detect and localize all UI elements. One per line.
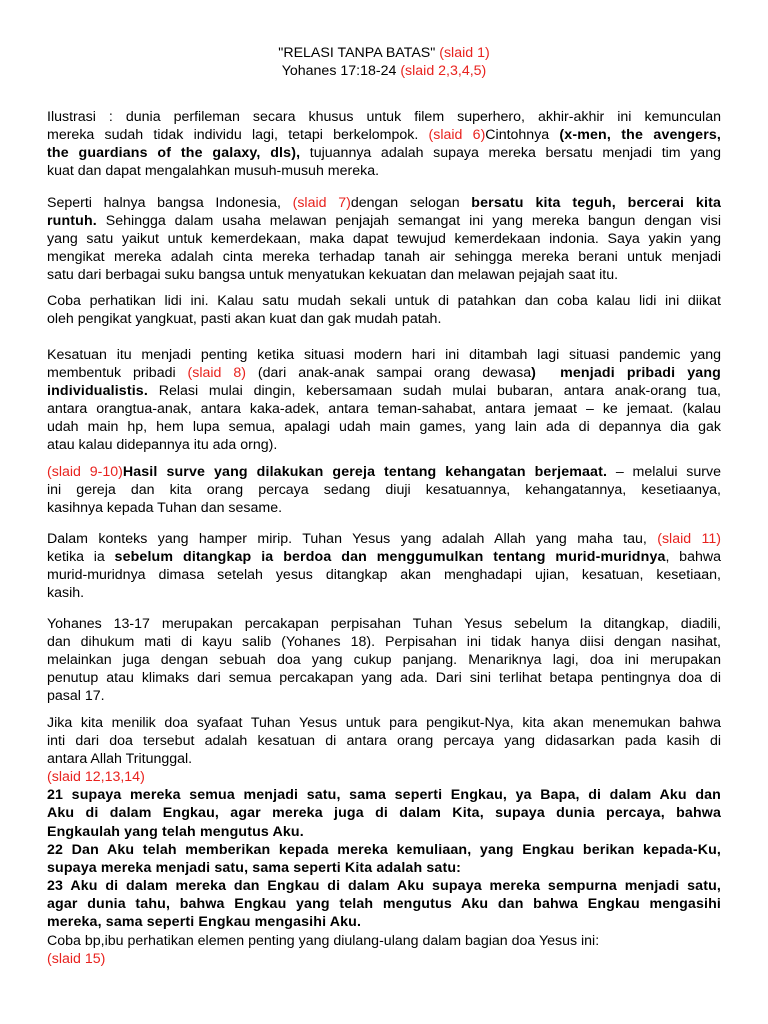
title-text: "RELASI TANPA BATAS" [278,45,440,61]
text-line: kasih. [47,585,85,602]
verse-line [47,877,721,895]
slide-ref: (slaid 11) [657,531,721,547]
text-span: mereka sudah tidak individu lagi, tetapi berkelompok. [47,127,429,144]
text-line: mengikat mereka adalah cinta mereka terhadap tanah air sehingga mereka berani untuk menjadi [47,249,721,266]
bold-text: Engkaulah yang telah mengutus Aku. [47,823,304,840]
paragraph-lidi [47,292,721,328]
text-span: , bahwa [665,549,721,566]
text-line: atau kalau didepannya itu ada orng). [47,437,278,454]
slide-ref: (slaid 15) [47,951,106,968]
text-line [47,212,721,230]
scripture-reference [0,62,768,80]
text-span: ketika ia [47,549,115,566]
bold-text: Hasil surve yang dilakukan gereja tentang kehangatan berjemaat. [122,464,608,480]
text-span: – melalui surve [607,464,721,480]
text-line: antara orangtua-anak, antara kaka-adek, antara teman-sahabat, antara jemaat – ke jemaat. (kalau [47,401,721,418]
text-line [47,144,721,162]
text-line: satu dari berbagai suku bangsa untuk menyatukan kekuatan dan melawan pejajah saat itu. [47,267,619,284]
paragraph-indonesia [47,194,721,284]
text-line: kasihnya kepada Tuhan dan sesame. [47,500,283,517]
verse-line [47,786,721,804]
text-line [47,194,721,212]
bold-text: 21 supaya mereka semua menjadi satu, sama seperti Engkau, ya Bapa, di dalam Aku dan [47,787,721,804]
paragraph-context [47,530,721,602]
text-span: membentuk pribadi [47,365,188,382]
verse-line [47,841,721,859]
bold-text: (x-men, the avengers, [559,127,722,144]
text-line: Coba perhatikan lidi ini. Kalau satu mudah sekali untuk di patahkan dan coba kalau lidi ini diikat [47,293,721,309]
text-line: kuat dan dapat mengalahkan musuh-musuh mereka. [47,163,380,180]
bold-text: runtuh. [47,213,97,230]
text-line: Coba bp,ibu perhatikan elemen penting yang diulang-ulang dalam bagian doa Yesus ini: [47,933,600,949]
text-line: pasal 17. [47,688,105,705]
bold-text: ) menjadi pribadi yang [531,365,721,382]
bold-text: mereka, sama seperti Engkau mengasihi Aku. [47,914,362,931]
text-span: Dalam konteks yang hamper mirip. Tuhan Yesus yang adalah Allah yang maha tau, [47,531,658,547]
text-span: Seperti halnya bangsa Indonesia, [47,195,293,211]
verse-line [47,913,721,931]
text-line: inti dari doa tersebut adalah kesatuan di antara orang percaya yang didasarkan pada kasih di [47,733,721,750]
paragraph-illustration [47,108,721,180]
paragraph-prayer [47,714,721,931]
text-line [47,548,721,566]
text-span: tujuannya adalah supaya mereka bersatu menjadi tim yang [300,145,721,162]
bold-text: bersatu kita teguh, bercerai kita [471,195,721,211]
text-line: Kesatuan itu menjadi penting ketika situasi modern hari ini ditambah lagi situasi pandemic yang [47,347,721,363]
slide-ref: (slaid 12,13,14) [47,769,145,786]
text-line: yang satu yaikut untuk kemerdekaan, maka dapat tewujud kemerdekaan indonia. Saya yakin yang [47,231,721,248]
text-span: (dari anak-anak sampai orang dewasa [245,365,532,382]
verse-line [47,804,721,822]
text-span: Relasi mulai dingin, kebersamaan sudah mulai bubaran, antara anak-orang tua, [147,383,721,400]
text-line: melainkan juga dengan sebuah doa yang cukup panjang. Menariknya lagi, doa ini merupakan [47,652,721,669]
slide-ref: (slaid 2,3,4,5) [400,63,487,79]
text-line [47,364,721,382]
text-span: dengan selogan [350,195,472,211]
bold-text: supaya mereka menjadi satu, sama seperti Kita adalah satu: [47,859,462,876]
text-line: ini gereja dan kita orang percaya sedang diuji kesatuannya, kehangatannya, kesetiaanya, [47,482,721,499]
slide-ref: (slaid 6) [428,127,486,144]
verse-line [47,859,721,877]
bold-text: Aku di dalam Engkau, agar mereka juga di dalam Kita, supaya dunia percaya, bahwa [47,805,721,822]
slide-ref: (slaid 7) [292,195,351,211]
paragraph-survey [47,463,721,517]
text-line [47,530,721,548]
verse-line [47,895,721,913]
paragraph-unity [47,346,721,455]
sermon-title [0,44,768,62]
text-line: antara Allah Tritunggal. [47,751,193,768]
text-line: Ilustrasi : dunia perfileman secara khusus untuk filem superhero, akhir-akhir ini kemunculan [47,109,721,125]
text-line: murid-muridnya dimasa setelah yesus ditangkap akan menghadapi ujian, kesatuan, kesetiaan, [47,567,721,584]
text-line [47,382,721,400]
bold-text: the guardians of the galaxy, dls), [47,145,301,162]
text-span: Sehingga dalam usaha melawan penjajah semangat ini yang mereka bangun dengan visi [96,213,721,230]
text-line [47,126,721,144]
verse-line [47,823,721,841]
bold-text: agar dunia tahu, bahwa Engkau yang telah mengutus Aku dan bahwa Engkau mengasihi [47,895,721,912]
bold-text: individualistis. [47,383,148,400]
bold-text: sebelum ditangkap ia berdoa dan menggumulkan tentang murid-muridnya [114,549,666,566]
text-span: Cintohnya [485,127,560,144]
slide-ref: (slaid 8) [187,365,246,382]
text-line: Jika kita menilik doa syafaat Tuhan Yesus untuk para pengikut-Nya, kita akan menemukan bahwa [47,715,721,731]
text-line [47,463,721,481]
text-line: udah main hp, hem lupa semua, apalagi udah main games, yang lain ada di depannya dia gak [47,419,721,436]
paragraph-john-13-17 [47,615,721,705]
text-line: Yohanes 13-17 merupakan percakapan perpisahan Tuhan Yesus sebelum Ia ditangkap, diadili, [47,616,721,632]
bold-text: 22 Dan Aku telah memberikan kepada mereka kemuliaan, yang Engkau berikan kepada-Ku, [47,841,721,858]
paragraph-closing [47,932,721,968]
text-line: dan dihukum mati di kayu salib (Yohanes 18). Perpisahan ini tidak hanya diisi dengan nasihat, [47,634,721,651]
text-line: penutup atau klimaks dari semua percakapan yang ada. Dari sini terlihat betapa pentingnya doa di [47,670,721,687]
slide-ref: (slaid 9-10) [47,464,123,480]
slide-ref: (slaid 1) [439,45,490,61]
text-line: oleh pengikat yangkuat, pasti akan kuat dan gak mudah patah. [47,311,442,328]
bold-text: 23 Aku di dalam mereka dan Engkau di dalam Aku supaya mereka sempurna menjadi satu, [47,877,721,894]
scripture-text: Yohanes 17:18-24 [281,63,401,79]
